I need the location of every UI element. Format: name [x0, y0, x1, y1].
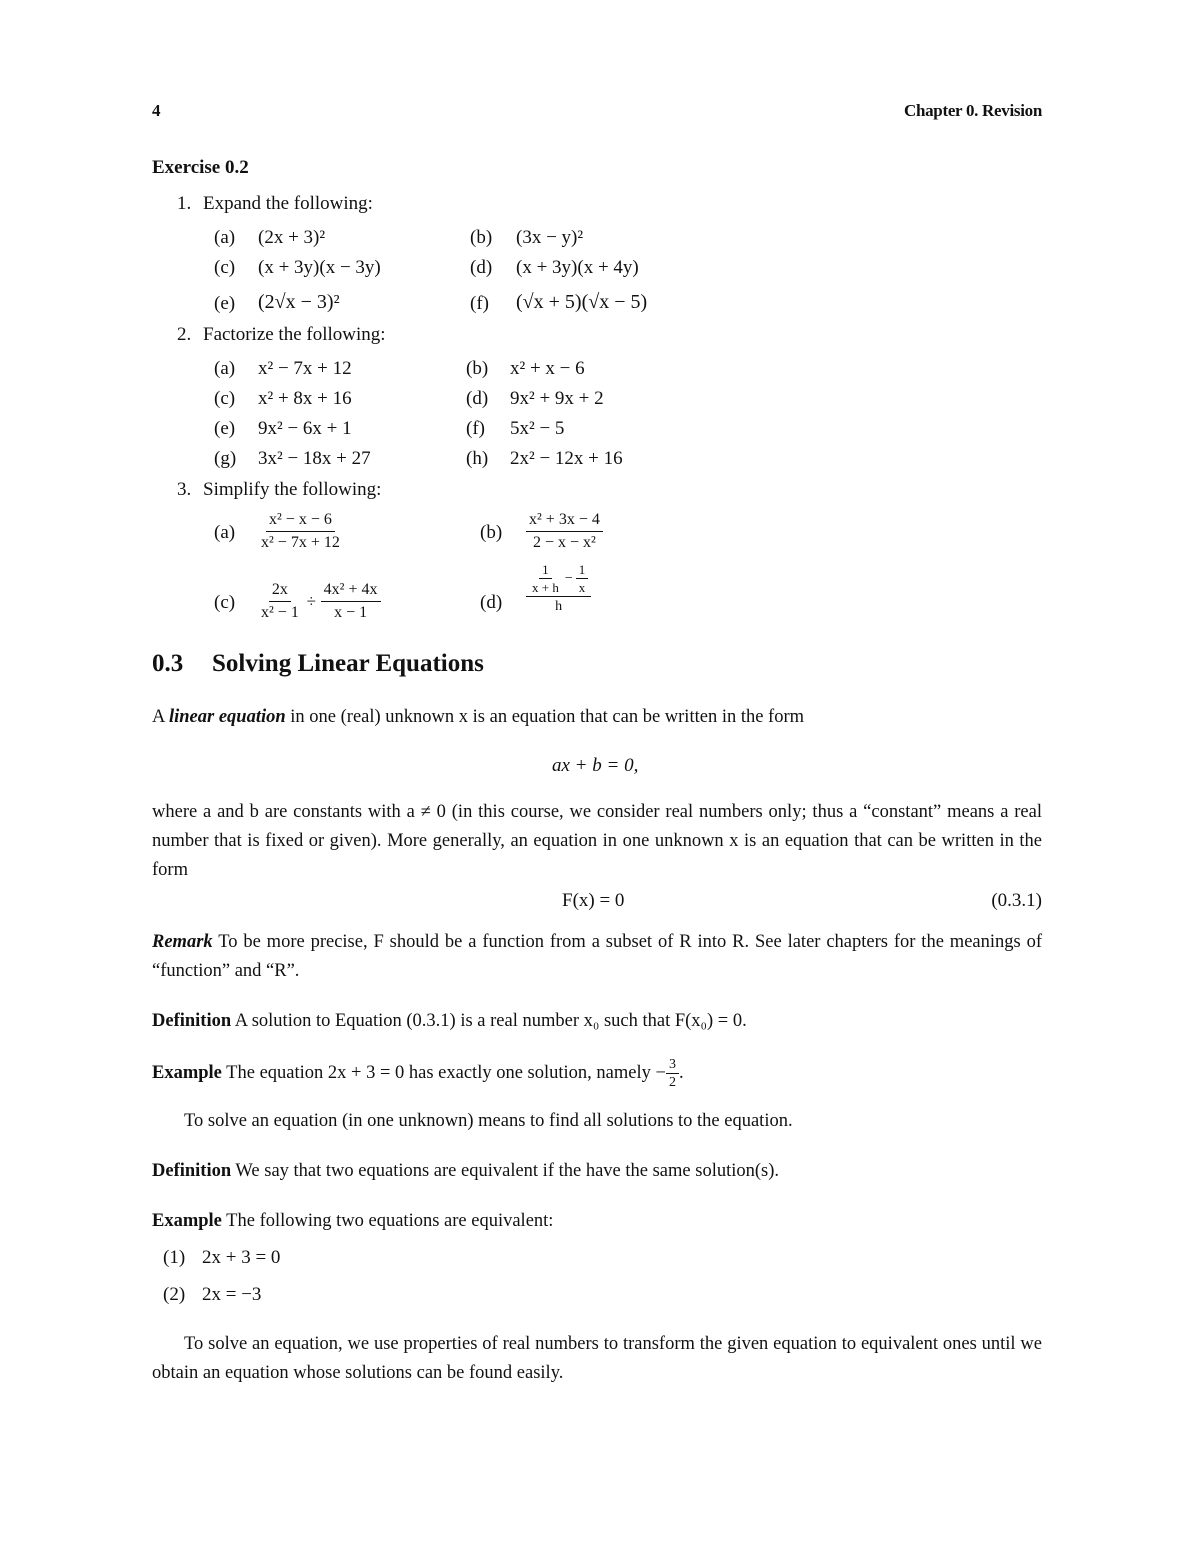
example-1-fraction-den: 2 — [668, 1075, 676, 1090]
q3-d-label: (d) — [480, 592, 503, 613]
q3-c-denominator-1: x² − 1 — [261, 604, 299, 621]
question-2-prompt: Factorize the following: — [203, 324, 386, 345]
q1-c-label: (c) — [214, 257, 236, 278]
q2-e-expr: 9x² − 6x + 1 — [258, 418, 352, 439]
q3-a-label: (a) — [214, 522, 236, 543]
equation-linear-form: ax + b = 0, — [552, 755, 639, 776]
example-1-label: Example — [152, 1062, 222, 1083]
paragraph-linear-equation — [152, 703, 1042, 732]
q3-c-label: (c) — [214, 592, 236, 613]
q3-d-inner-denominator-1: x + h — [532, 580, 559, 595]
paragraph-to-solve: To solve an equation (in one unknown) means to find all solutions to the equation. — [184, 1111, 793, 1131]
remark-paragraph — [152, 928, 1042, 986]
question-3-number: 3. — [177, 479, 192, 500]
example-single-solution — [152, 1057, 1042, 1090]
example-2-item-2-label: (2) — [163, 1284, 186, 1305]
running-header: Chapter 0. Revision — [903, 101, 1042, 120]
q2-a-label: (a) — [214, 358, 236, 379]
q2-h-expr: 2x² − 12x + 16 — [510, 448, 623, 469]
question-1-prompt: Expand the following: — [203, 193, 373, 214]
example-2-label: Example — [152, 1211, 222, 1231]
question-2-number: 2. — [177, 324, 192, 345]
example-2-item-2-expr: 2x = −3 — [202, 1284, 262, 1305]
q2-e-label: (e) — [214, 418, 236, 439]
q3-b-label: (b) — [480, 522, 503, 543]
section-number: 0.3 — [152, 650, 184, 677]
q3-d-minus-sign: − — [564, 570, 573, 586]
q3-d-compound-fraction — [526, 562, 591, 615]
example-2-item-1-label: (1) — [163, 1247, 186, 1268]
definition-1-label: Definition — [152, 1011, 232, 1031]
q3-c-denominator-2: x − 1 — [334, 604, 368, 621]
example-1-fraction — [666, 1057, 679, 1090]
remark-text: To be more precise, F should be a function from a subset of R into R. See later chapters for the meanings of “function” and “R”. — [152, 932, 1042, 981]
q2-b-label: (b) — [466, 358, 489, 379]
q3-a-numerator: x² − x − 6 — [266, 510, 335, 532]
q3-b-numerator: x² + 3x − 4 — [526, 510, 603, 532]
remark-label: Remark — [152, 932, 213, 952]
p1-text-a: A — [152, 707, 169, 727]
question-3-prompt: Simplify the following: — [203, 479, 382, 500]
q3-d-inner-numerator-2: 1 — [576, 562, 589, 579]
example-1-text: The equation 2x + 3 = 0 has exactly one solution, namely − — [221, 1062, 666, 1083]
equation-tag: (0.3.1) — [991, 890, 1042, 911]
q2-b-expr: x² + x − 6 — [510, 358, 585, 379]
example-1-fraction-num: 3 — [666, 1057, 679, 1074]
definition-1-text: A solution to Equation (0.3.1) is a real number x₀ such that F(x₀) = 0. — [231, 1011, 747, 1031]
q1-a-label: (a) — [214, 227, 236, 248]
q3-d-inner-numerator-1: 1 — [539, 562, 552, 579]
paragraph-general-equation: where a and b are constants with a ≠ 0 (in this course, we consider real numbers only; thus a “constant” means a real number that is fixed or given). More generally, an equation in one unknown x is an equation that can be written in the form — [152, 802, 1042, 880]
q2-f-expr: 5x² − 5 — [510, 418, 565, 439]
q1-f-label: (f) — [470, 293, 489, 314]
q1-c-expr: (x + 3y)(x − 3y) — [258, 257, 381, 278]
page-number: 4 — [152, 101, 161, 120]
q2-g-label: (g) — [214, 448, 237, 469]
equation-general-form: F(x) = 0 — [562, 890, 625, 911]
q1-b-label: (b) — [470, 227, 493, 248]
q1-e-label: (e) — [214, 293, 236, 314]
q2-d-label: (d) — [466, 388, 489, 409]
q2-d-expr: 9x² + 9x + 2 — [510, 388, 604, 409]
q2-c-label: (c) — [214, 388, 236, 409]
q2-f-label: (f) — [466, 418, 485, 439]
q3-d-inner-denominator-2: x — [578, 580, 586, 595]
definition-equivalent — [152, 1157, 1042, 1186]
q3-c-divide-sign: ÷ — [306, 591, 316, 611]
q1-a-expr: (2x + 3)² — [258, 227, 326, 248]
definition-2-text: We say that two equations are equivalent if the have the same solution(s). — [231, 1161, 780, 1181]
paragraph-solving-method: To solve an equation, we use properties of real numbers to transform the given equation to equivalent ones until we obtain an equation whose solutions can be found easily. — [152, 1334, 1042, 1383]
q2-g-expr: 3x² − 18x + 27 — [258, 448, 371, 469]
p1-text-b: in one (real) unknown x is an equation that can be written in the form — [285, 707, 805, 727]
exercise-title: Exercise 0.2 — [152, 157, 249, 178]
q3-c-expression — [258, 580, 381, 623]
q1-e-expr: (2√x − 3)² — [258, 291, 340, 313]
q2-h-label: (h) — [466, 448, 489, 469]
definition-2-label: Definition — [152, 1161, 232, 1181]
example-1-period: . — [678, 1062, 684, 1083]
q1-d-label: (d) — [470, 257, 493, 278]
question-1-number: 1. — [177, 193, 192, 214]
q3-b-fraction — [526, 510, 603, 553]
example-2-item-1-expr: 2x + 3 = 0 — [202, 1247, 281, 1268]
q3-a-fraction — [258, 510, 343, 553]
q1-f-expr: (√x + 5)(√x − 5) — [516, 291, 648, 313]
definition-solution — [152, 1007, 1042, 1036]
q1-d-expr: (x + 3y)(x + 4y) — [516, 257, 639, 278]
q3-c-numerator-1: 2x — [269, 580, 291, 602]
section-title: Solving Linear Equations — [212, 650, 484, 677]
example-equivalent — [152, 1207, 1042, 1236]
q3-b-denominator: 2 − x − x² — [533, 534, 596, 551]
q3-c-numerator-2: 4x² + 4x — [321, 580, 381, 602]
example-2-text: The following two equations are equivalent: — [221, 1211, 554, 1231]
q2-c-expr: x² + 8x + 16 — [258, 388, 352, 409]
q3-d-outer-denominator: h — [555, 599, 563, 614]
term-linear-equation: linear equation — [168, 707, 286, 727]
q3-a-denominator: x² − 7x + 12 — [261, 534, 340, 551]
q2-a-expr: x² − 7x + 12 — [258, 358, 352, 379]
section-heading — [152, 650, 484, 678]
q1-b-expr: (3x − y)² — [516, 227, 584, 248]
